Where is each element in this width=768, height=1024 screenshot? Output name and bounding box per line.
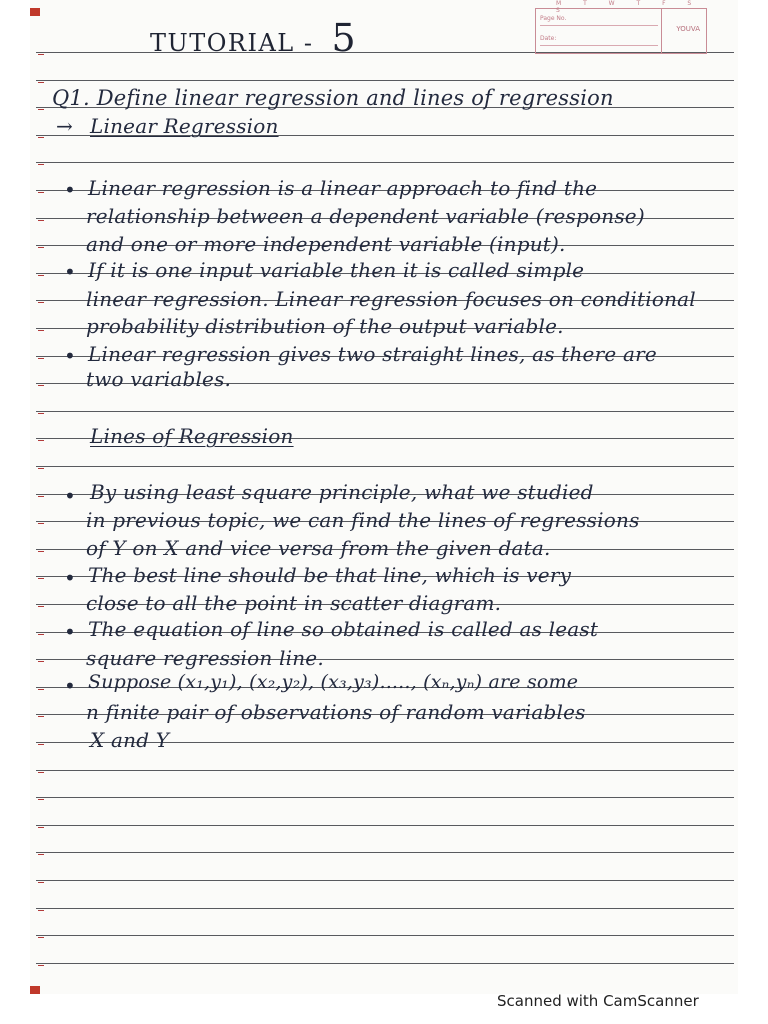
ruled-line bbox=[36, 825, 734, 826]
notebook-page bbox=[30, 0, 738, 994]
margin-tick bbox=[38, 164, 44, 165]
margin-tick bbox=[38, 358, 44, 359]
brand-logo-text: YOUVA bbox=[676, 25, 700, 33]
margin-tick bbox=[38, 523, 44, 524]
margin-tick bbox=[38, 496, 44, 497]
section-heading-linear-regression: Linear Regression bbox=[90, 114, 279, 138]
body-line: probability distribution of the output variable. bbox=[86, 314, 564, 338]
margin-tick bbox=[38, 137, 44, 138]
scanner-watermark: Scanned with CamScanner bbox=[497, 992, 699, 1010]
body-line: X and Y bbox=[90, 728, 170, 752]
margin-tick bbox=[38, 606, 44, 607]
margin-tick bbox=[38, 413, 44, 414]
ruled-line bbox=[36, 770, 734, 771]
bullet-icon: • bbox=[64, 566, 76, 590]
section-heading-lines-of-regression: Lines of Regression bbox=[90, 424, 294, 448]
ruled-line bbox=[36, 852, 734, 853]
ruled-line bbox=[36, 80, 734, 81]
body-line: Suppose (x₁,y₁), (x₂,y₂), (x₃,y₃)....., (xₙ,yₙ) are some bbox=[88, 671, 579, 693]
margin-tick bbox=[38, 772, 44, 773]
margin-tick bbox=[38, 827, 44, 828]
margin-tick bbox=[38, 330, 44, 331]
margin-tick bbox=[38, 744, 44, 745]
margin-tick bbox=[38, 109, 44, 110]
body-line: If it is one input variable then it is called simple bbox=[88, 258, 585, 282]
ruled-line bbox=[36, 963, 734, 964]
ruled-line bbox=[36, 880, 734, 881]
page-no-rule bbox=[540, 25, 658, 26]
ruled-line bbox=[36, 935, 734, 936]
body-line: n finite pair of observations of random variables bbox=[86, 700, 586, 724]
margin-tick bbox=[38, 578, 44, 579]
margin-tick bbox=[38, 247, 44, 248]
margin-tick bbox=[38, 551, 44, 552]
body-line: two variables. bbox=[86, 367, 232, 391]
bullet-icon: • bbox=[64, 484, 76, 508]
bullet-icon: • bbox=[64, 620, 76, 644]
ruled-line bbox=[36, 908, 734, 909]
body-line: linear regression. Linear regression focuses on conditional bbox=[86, 287, 696, 311]
margin-tick bbox=[38, 937, 44, 938]
margin-tick bbox=[38, 799, 44, 800]
margin-tick bbox=[38, 965, 44, 966]
margin-tick bbox=[38, 634, 44, 635]
ruled-line bbox=[36, 466, 734, 467]
tutorial-number: 5 bbox=[331, 16, 358, 60]
bullet-icon: • bbox=[64, 178, 76, 202]
body-line: and one or more independent variable (input). bbox=[86, 232, 566, 256]
margin-tick bbox=[38, 854, 44, 855]
margin-tick bbox=[38, 689, 44, 690]
page-date-stamp bbox=[535, 0, 707, 54]
body-line: relationship between a dependent variable (response) bbox=[86, 204, 645, 228]
body-line: square regression line. bbox=[86, 646, 324, 670]
margin-tick bbox=[38, 275, 44, 276]
body-line: of Y on X and vice versa from the given data. bbox=[86, 536, 551, 560]
margin-tick bbox=[38, 82, 44, 83]
weekday-letters: M T W T F S S bbox=[556, 0, 702, 14]
bullet-icon: • bbox=[64, 344, 76, 368]
bullet-icon: • bbox=[64, 260, 76, 284]
body-line: close to all the point in scatter diagram. bbox=[86, 591, 502, 615]
margin-tick bbox=[38, 882, 44, 883]
body-line: The equation of line so obtained is called as least bbox=[88, 617, 599, 641]
bullet-icon: • bbox=[64, 674, 76, 698]
margin-tick bbox=[38, 192, 44, 193]
ruled-line bbox=[36, 162, 734, 163]
body-line: By using least square principle, what we studied bbox=[90, 480, 594, 504]
body-line: Linear regression gives two straight lines, as there are bbox=[88, 342, 657, 366]
body-line: The best line should be that line, which is very bbox=[88, 563, 572, 587]
arrow-icon: → bbox=[56, 114, 73, 138]
date-rule bbox=[540, 45, 658, 46]
body-line: Linear regression is a linear approach to find the bbox=[88, 176, 598, 200]
binding-mark bbox=[30, 986, 40, 994]
margin-tick bbox=[38, 54, 44, 55]
ruled-line bbox=[36, 797, 734, 798]
margin-tick bbox=[38, 220, 44, 221]
date-label: Date: bbox=[540, 35, 557, 42]
margin-tick bbox=[38, 661, 44, 662]
body-line: in previous topic, we can find the lines of regressions bbox=[86, 508, 640, 532]
margin-tick bbox=[38, 910, 44, 911]
ruled-line bbox=[36, 411, 734, 412]
question-text: Q1. Define linear regression and lines of regression bbox=[52, 86, 614, 110]
margin-tick bbox=[38, 440, 44, 441]
brand-box bbox=[661, 9, 706, 53]
margin-tick bbox=[38, 716, 44, 717]
page-title bbox=[150, 16, 357, 60]
binding-mark bbox=[30, 8, 40, 16]
margin-tick bbox=[38, 385, 44, 386]
margin-tick bbox=[38, 302, 44, 303]
margin-tick bbox=[38, 468, 44, 469]
page-no-label: Page No. bbox=[540, 15, 567, 22]
title-text: TUTORIAL - bbox=[150, 29, 314, 57]
